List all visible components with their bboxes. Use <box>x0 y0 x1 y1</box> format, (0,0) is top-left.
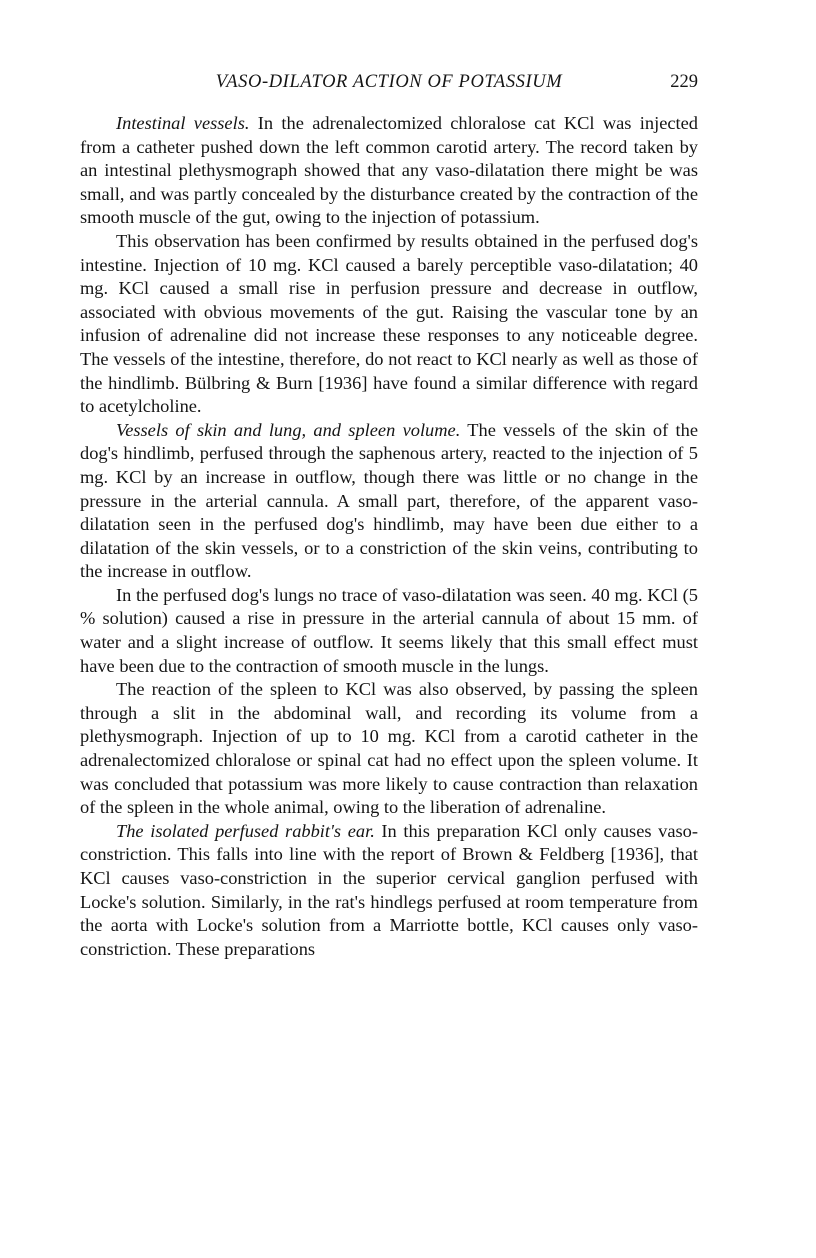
page-number: 229 <box>670 72 698 92</box>
paragraph-rabbit-ear <box>80 820 698 962</box>
paragraph-intestinal-vessels <box>80 112 698 230</box>
paragraph-text: The vessels of the skin of the dog's hindlimb, perfused through the saphenous artery, reacted to the injection of 5 mg. KCl by an increase in outflow, though there was little or no change in the pressure in the arterial cannula. A small part, therefore, of the apparent vaso-dilatation seen in the perfused dog's hindlimb, may have been due either to a dilatation of the skin vessels, or to a constriction of the skin veins, contributing to the increase in outflow. <box>80 419 698 582</box>
paragraph-lungs <box>80 584 698 678</box>
paragraph-lead: Vessels of skin and lung, and spleen volume. <box>116 419 461 440</box>
paragraph-text: In the adrenalectomized chloralose cat KCl was injected from a catheter pushed down the left common carotid artery. The record taken by an intestinal plethysmograph showed that any vaso-dilatation there might be was small, and was partly concealed by the disturbance created by the contraction of the smooth muscle of the gut, owing to the injection of potassium. <box>80 113 698 228</box>
paragraph-lead: Intestinal vessels. <box>116 113 250 133</box>
body-text <box>80 112 698 961</box>
paragraph-text: In the perfused dog's lungs no trace of vaso-dilatation was seen. 40 mg. KCl (5 % solution) caused a rise in pressure in the arterial cannula of about 15 mm. of water and a slight increase of outflow. It seems likely that this small effect must have been due to the contraction of smooth muscle in the lungs. <box>80 584 698 676</box>
paragraph-text: This observation has been confirmed by results obtained in the perfused dog's intestine. Injection of 10 mg. KCl caused a barely perceptible vaso-dilatation; 40 mg. KCl caused a small rise in perfusion pressure and decrease in outflow, associated with obvious movements of the gut. Raising the vascular tone by an infusion of adrenaline did not increase these responses to any noticeable degree. The vessels of the intestine, therefore, do not react to KCl nearly as well as those of the hindlimb. Bülbring & Burn [1936] have found a similar difference with regard to acetylcholine. <box>80 230 698 417</box>
paragraph-text: In this preparation KCl only causes vaso-constriction. This falls into line with the report of Brown & Feldberg [1936], that KCl causes vaso-constriction in the superior cervical ganglion perfused with Locke's solution. Similarly, in the rat's hindlegs perfused at room temperature from the aorta with Locke's solution from a Marriotte bottle, KCl causes only vaso-constriction. These preparations <box>80 820 699 959</box>
paragraph-skin-vessels <box>80 419 698 584</box>
paragraph-lead: The isolated perfused rabbit's ear. <box>116 820 375 841</box>
paragraph-text: The reaction of the spleen to KCl was also observed, by passing the spleen through a slit in the abdominal wall, and recording its volume from a plethysmograph. Injection of up to 10 mg. KCl from a carotid catheter in the adrenalectomized chloralose or spinal cat had no effect upon the spleen volume. It was concluded that potassium was more likely to cause contraction than relaxation of the spleen in the whole animal, owing to the liberation of adrenaline. <box>80 679 698 818</box>
page <box>80 72 698 961</box>
paragraph-spleen <box>80 678 698 820</box>
running-title: VASO-DILATOR ACTION OF POTASSIUM <box>215 72 563 92</box>
running-head <box>80 72 698 102</box>
paragraph-perfused-intestine <box>80 230 698 419</box>
